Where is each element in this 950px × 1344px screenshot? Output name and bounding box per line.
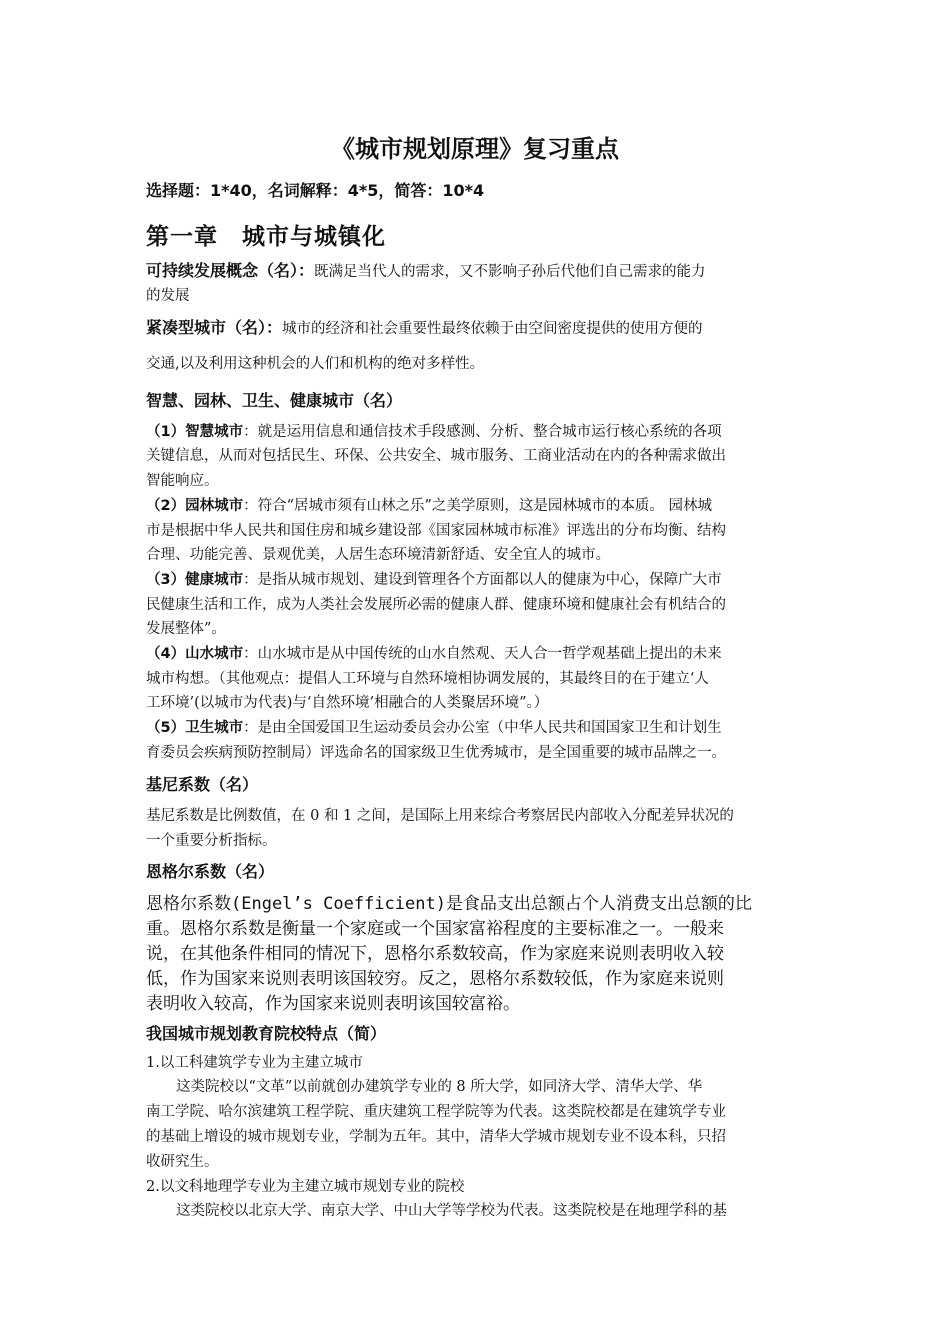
engel-line-5: 表明收入较高，作为国家来说则表明该国较富裕。 xyxy=(146,994,520,1014)
schools-item-1-line-4: 收研究生。 xyxy=(146,1154,219,1170)
chapter-title: 第一章 城市与城镇化 xyxy=(146,223,386,250)
engel-line-1: 恩格尔系数(Engel’s Coefficient)是食品支出总额占个人消费支出总额的比 xyxy=(146,894,752,914)
smart-line-3: 智能响应。 xyxy=(146,473,219,489)
gini-line-2: 一个重要分析指标。 xyxy=(146,833,277,849)
smart-text: ：就是运用信息和通信技术手段感测、分析、整合城市运行核心系统的各项 xyxy=(243,424,722,440)
sustainable-line-2: 的发展 xyxy=(146,288,190,304)
healthy-line-3: 发展整体”。 xyxy=(146,621,226,637)
healthy-line-1 xyxy=(146,568,722,589)
garden-line-1 xyxy=(146,494,712,515)
document-title: 《城市规划原理》复习重点 xyxy=(331,135,619,163)
garden-term: （2）园林城市 xyxy=(146,498,244,514)
gini-heading: 基尼系数（名） xyxy=(146,775,259,794)
schools-heading: 我国城市规划教育院校特点（简） xyxy=(146,1024,387,1043)
sustainable-line-1 xyxy=(146,258,706,281)
sustainable-text: 既满足当代人的需求，又不影响子孙后代他们自己需求的能力 xyxy=(314,264,706,280)
engel-line-3: 说，在其他条件相同的情况下，恩格尔系数较高，作为家庭来说则表明收入较 xyxy=(146,944,724,964)
landscape-text: ：山水城市是从中国传统的山水自然观、天人合一哲学观基础上提出的未来 xyxy=(243,646,722,662)
smart-line-2: 关键信息，从而对包括民生、环保、公共安全、城市服务、工商业活动在内的各种需求做出 xyxy=(146,448,726,464)
exam-format: 选择题：1*40，名词解释：4*5，简答：10*4 xyxy=(146,181,485,200)
healthy-text: ：是指从城市规划、建设到管理各个方面都以人的健康为中心，保障广大市 xyxy=(243,572,722,588)
schools-item-2-title: 2.以文科地理学专业为主建立城市规划专业的院校 xyxy=(146,1179,465,1195)
sanitary-term: （5）卫生城市 xyxy=(146,720,244,736)
engel-line-2: 重。恩格尔系数是衡量一个家庭或一个国家富裕程度的主要标准之一。一般来 xyxy=(146,919,724,939)
gini-line-1: 基尼系数是比例数值，在 0 和 1 之间，是国际上用来综合考察居民内部收入分配差异状况的 xyxy=(146,808,734,824)
sanitary-text: ：是由全国爱国卫生运动委员会办公室（中华人民共和国国家卫生和计划生 xyxy=(243,720,722,736)
schools-item-1-line-1: 这类院校以“文革”以前就创办建筑学专业的 8 所大学，如同济大学、清华大学、华 xyxy=(176,1079,703,1095)
engel-line-4: 低，作为国家来说则表明该国较穷。反之，恩格尔系数较低，作为家庭来说则 xyxy=(146,969,724,989)
schools-item-1-line-3: 的基础上增设的城市规划专业，学制为五年。其中，清华大学城市规划专业不设本科，只招 xyxy=(146,1129,726,1145)
smart-term: （1）智慧城市 xyxy=(146,424,244,440)
landscape-line-2: 城市构想。（其他观点：提倡人工环境与自然环境相协调发展的，其最终目的在于建立‘人 xyxy=(146,671,709,687)
schools-item-2-line-1: 这类院校以北京大学、南京大学、中山大学等学校为代表。这类院校是在地理学科的基 xyxy=(176,1203,727,1219)
healthy-term: （3）健康城市 xyxy=(146,572,244,588)
compact-line-1 xyxy=(146,315,703,338)
garden-line-2: 市是根据中华人民共和国住房和城乡建设部《国家园林城市标准》评选出的分布均衡、结构 xyxy=(146,523,726,539)
schools-item-1-line-2: 南工学院、哈尔滨建筑工程学院、重庆建筑工程学院等为代表。这类院校都是在建筑学专业 xyxy=(146,1104,726,1120)
compact-text: 城市的经济和社会重要性最终依赖于由空间密度提供的使用方便的 xyxy=(282,321,703,337)
landscape-term: （4）山水城市 xyxy=(146,646,244,662)
healthy-line-2: 民健康生活和工作，成为人类社会发展所必需的健康人群、健康环境和健康社会有机结合的 xyxy=(146,597,726,613)
sanitary-line-1 xyxy=(146,716,722,737)
smart-line-1 xyxy=(146,420,722,441)
garden-text: ：符合“居城市须有山林之乐”之美学原则，这是园林城市的本质。 园林城 xyxy=(243,498,713,514)
landscape-line-1 xyxy=(146,642,722,663)
garden-line-3: 合理、功能完善、景观优美，人居生态环境清新舒适、安全宜人的城市。 xyxy=(146,547,610,563)
landscape-line-3: 工环境’(以城市为代表)与‘自然环境’相融合的人类聚居环境”。） xyxy=(146,695,549,711)
compact-term: 紧凑型城市（名）： xyxy=(146,318,283,337)
city-types-heading: 智慧、园林、卫生、健康城市（名） xyxy=(146,391,403,410)
schools-item-1-title: 1.以工科建筑学专业为主建立城市 xyxy=(146,1055,363,1071)
sustainable-term: 可持续发展概念（名）： xyxy=(146,261,315,280)
compact-line-2: 交通,以及利用这种机会的人们和机构的绝对多样性。 xyxy=(146,356,485,372)
sanitary-line-2: 育委员会疾病预防控制局）评选命名的国家级卫生优秀城市，是全国重要的城市品牌之一。 xyxy=(146,745,726,761)
engel-heading: 恩格尔系数（名） xyxy=(146,862,275,881)
